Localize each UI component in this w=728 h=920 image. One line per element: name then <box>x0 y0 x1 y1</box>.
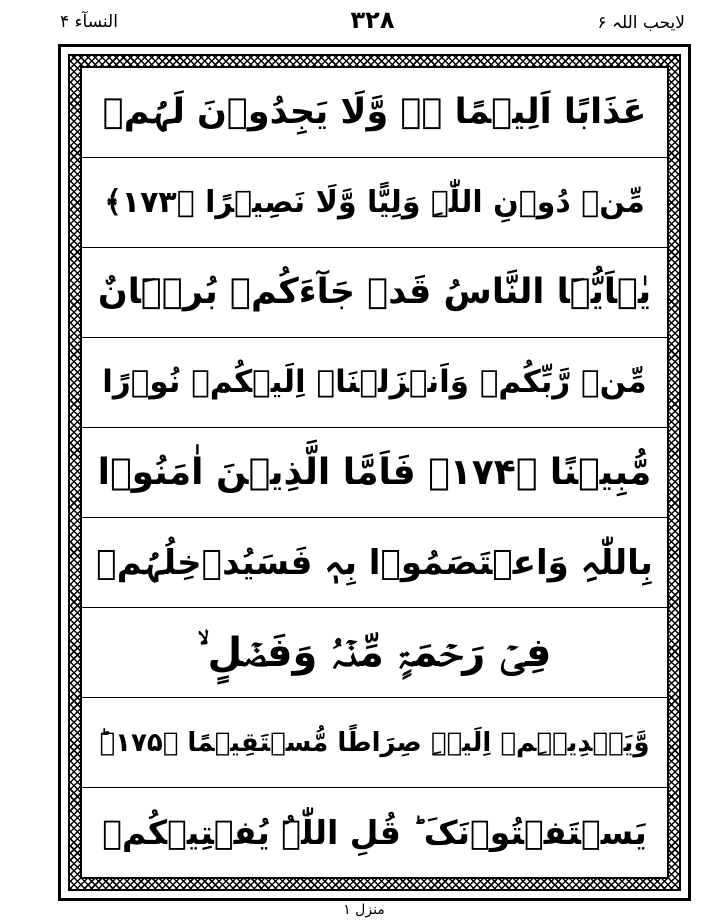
line-text: وَّیَہۡدِیۡہِمۡ اِلَیۡہِ صِرَاطًا مُّسۡتَقِیۡمًا ﴿۱۷۵﴾ؕ <box>99 727 650 758</box>
text-line-5 <box>82 428 667 518</box>
text-area <box>80 66 669 879</box>
surah-title: النسآء ۴ <box>60 12 118 32</box>
text-line-3 <box>82 248 667 338</box>
text-line-9 <box>82 788 667 877</box>
text-line-7 <box>82 608 667 698</box>
decorative-border <box>68 54 681 891</box>
line-text: یَسۡتَفۡتُوۡنَکَ ؕ قُلِ اللّٰہُ یُفۡتِیۡکُمۡ <box>102 813 647 852</box>
line-text: مِّنۡ رَّبِّکُمۡ وَاَنۡزَلۡنَاۤ اِلَیۡکُمۡ نُوۡرًا <box>102 364 647 400</box>
page-frame <box>58 44 691 901</box>
text-line-8 <box>82 698 667 788</box>
text-line-6 <box>82 518 667 608</box>
page-footer: منزل ۱ <box>343 902 385 918</box>
page-header <box>60 8 685 38</box>
line-text: مِّنۡ دُوۡنِ اللّٰہِ وَلِیًّا وَّلَا نَصِیۡرًا ﴿۱۷۳﴾ <box>104 184 645 220</box>
text-line-4 <box>82 338 667 428</box>
line-text: یٰۤاَیُّہَا النَّاسُ قَدۡ جَآءَکُمۡ بُرۡہَانٌ <box>97 272 652 312</box>
text-line-1 <box>82 68 667 158</box>
line-text: بِاللّٰہِ وَاعۡتَصَمُوۡا بِہٖ فَسَیُدۡخِلُہُمۡ <box>96 542 653 583</box>
line-text: فِیۡ رَحۡمَۃٍ مِّنۡہُ وَفَضۡلٍ ۙ <box>197 629 552 676</box>
line-text: عَذَابًا اَلِیۡمًا ۙ۬ وَّلَا یَجِدُوۡنَ لَہُمۡ <box>102 92 647 132</box>
text-line-2 <box>82 158 667 248</box>
page-number: ۳۲۸ <box>350 6 395 34</box>
juz-title: لایحب اللہ ۶ <box>597 13 685 33</box>
line-text: مُّبِیۡنًا ﴿۱۷۴﴾ فَاَمَّا الَّذِیۡنَ اٰمَنُوۡا <box>97 451 652 493</box>
